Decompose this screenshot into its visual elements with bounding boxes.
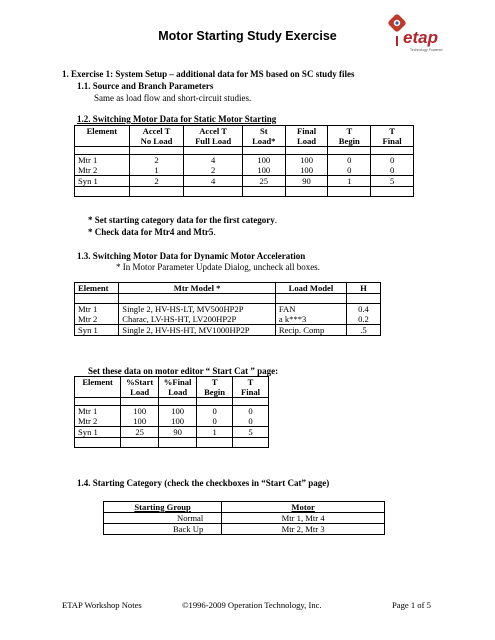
table-row: Normal Mtr 1, Mtr 4 [104, 513, 385, 524]
col-element: Element [75, 126, 130, 147]
col-mtr-model: Mtr Model * [119, 283, 276, 294]
page-number: Page 1 of 5 [392, 600, 431, 610]
col-motor: Motor [222, 502, 385, 513]
col-t-final: T Final [371, 126, 414, 147]
exercise-heading: 1. Exercise 1: System Setup – additional data for MS based on SC study files [62, 69, 355, 79]
col-load-model: Load Model [275, 283, 346, 294]
logo-tagline: Technology Powered [410, 48, 443, 52]
note-check-data: * Check data for Mtr4 and Mtr5. [88, 227, 216, 237]
section-1-2-heading: 1.2. Switching Motor Data for Static Motor Starting [77, 114, 277, 124]
table-row: Syn 1 25 90 1 5 [75, 427, 269, 438]
section-1-1-text: Same as load flow and short-circuit studies. [94, 93, 252, 103]
col-h: H [346, 283, 380, 294]
section-1-3-bullet: * In Motor Parameter Update Dialog, uncheck all boxes. [116, 262, 320, 272]
table-row: Mtr 1 100 100 0 0 [75, 406, 269, 417]
col-element: Element [75, 283, 119, 294]
table-row: Back Up Mtr 2, Mtr 3 [104, 524, 385, 535]
col-t-final: T Final [233, 377, 269, 398]
section-1-4-heading: 1.4. Starting Category (check the checkboxes in “Start Cat” page) [77, 478, 330, 488]
static-motor-table [74, 125, 414, 197]
col-final-load: %Final Load [159, 377, 197, 398]
dynamic-motor-table [74, 282, 381, 336]
footer-copyright: ©1996-2009 Operation Technology, Inc. [182, 600, 322, 610]
col-accel-full-load: Accel T Full Load [184, 126, 243, 147]
motor-editor-heading: Set these data on motor editor “ Start Cat ” page: [88, 366, 279, 376]
col-starting-group: Starting Group [104, 502, 222, 513]
table-row: Syn 1 Single 2, HV-HS-HT, MV1000HP2P Recip. Comp .5 [75, 325, 381, 336]
logo-text: etap [403, 28, 438, 47]
col-element: Element [75, 377, 121, 398]
table-row: Syn 1 2 4 25 90 1 5 [75, 176, 414, 187]
col-start-load: %Start Load [121, 377, 159, 398]
col-t-begin: T Begin [328, 126, 371, 147]
table-row: Mtr 2 Charac, LV-HS-HT, LV200HP2P a k***3 0.2 [75, 314, 381, 325]
table-row: Mtr 1 Single 2, HV-HS-LT, MV500HP2P FAN 0.4 [75, 304, 381, 315]
col-st-load: St Load* [242, 126, 285, 147]
footer-left: ETAP Workshop Notes [62, 600, 142, 610]
page-title: Motor Starting Study Exercise [158, 29, 337, 43]
start-cat-table [74, 376, 269, 448]
col-t-begin: T Begin [197, 377, 233, 398]
section-1-3-heading: 1.3. Switching Motor Data for Dynamic Motor Acceleration [77, 251, 306, 261]
table-row: Mtr 1 2 4 100 100 0 0 [75, 155, 414, 166]
table-row: Mtr 2 100 100 0 0 [75, 416, 269, 427]
col-accel-no-load: Accel T No Load [129, 126, 184, 147]
section-1-1-heading: 1.1. Source and Branch Parameters [77, 81, 214, 91]
note-starting-category: * Set starting category data for the first category. [88, 215, 278, 225]
col-final-load: Final Load [285, 126, 328, 147]
starting-category-table [103, 501, 385, 535]
table-row: Mtr 2 1 2 100 100 0 0 [75, 165, 414, 176]
